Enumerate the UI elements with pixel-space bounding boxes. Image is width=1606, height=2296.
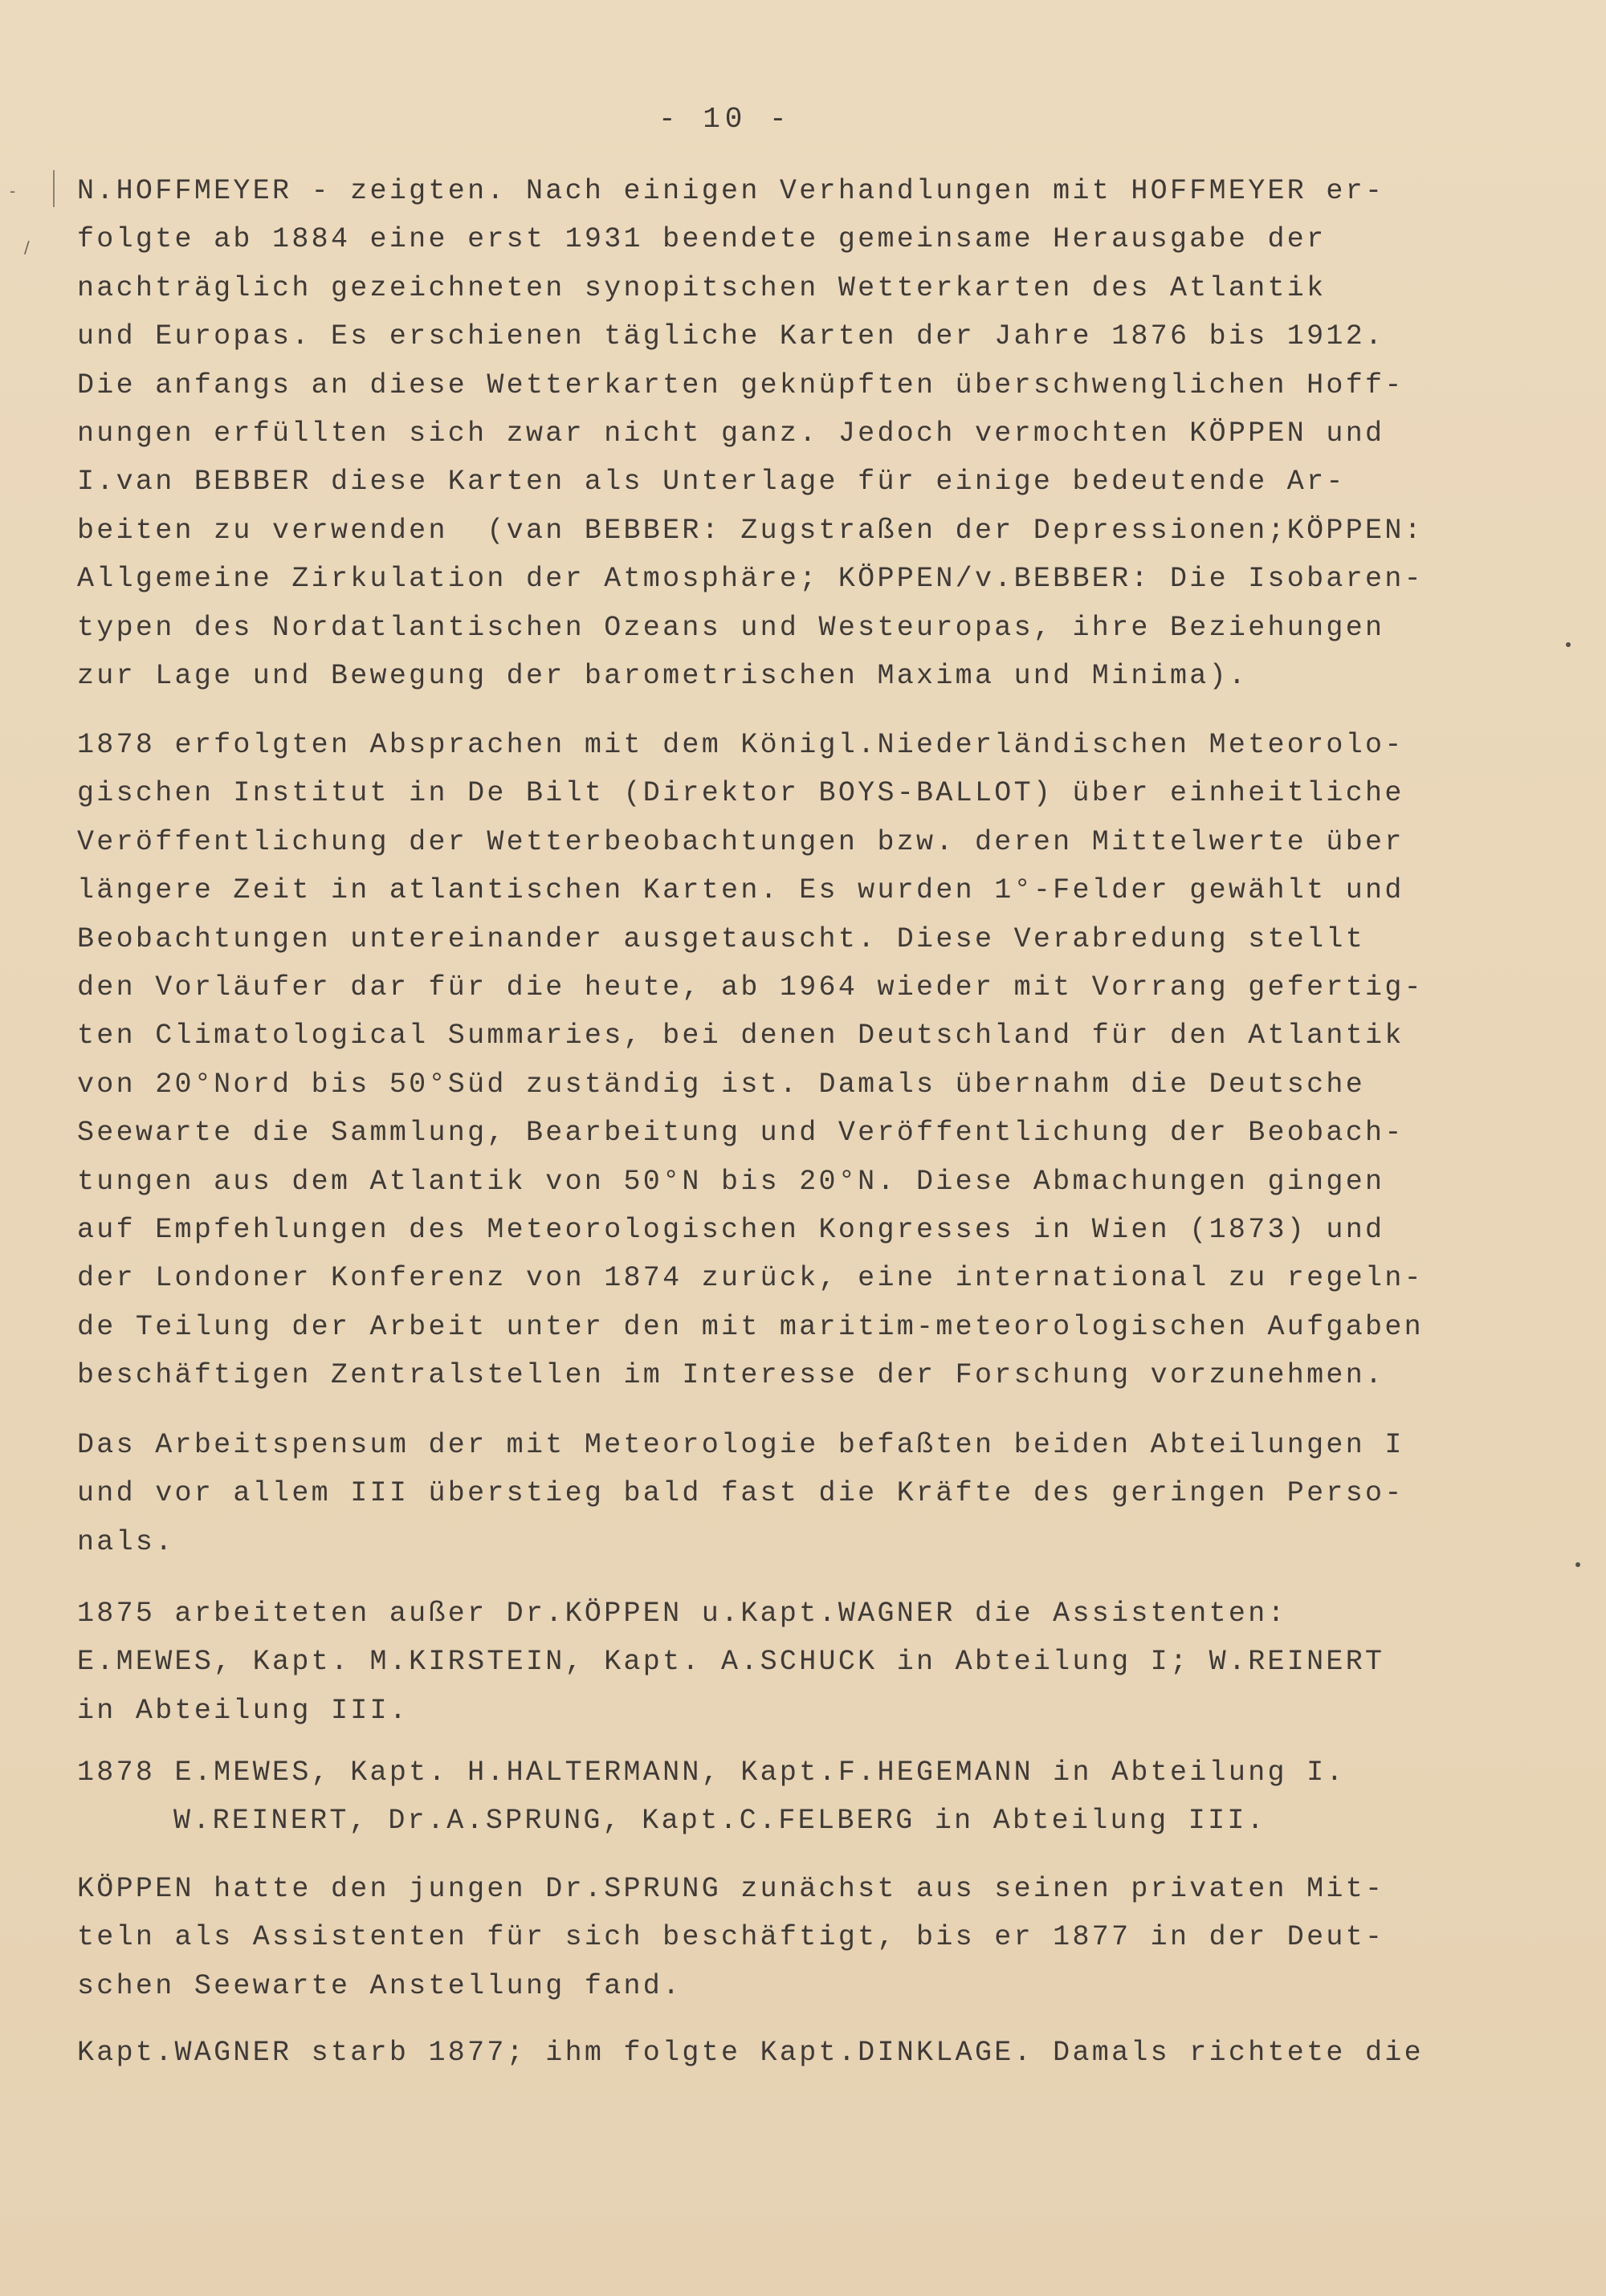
text-line: auf Empfehlungen des Meteorologischen Kongresses in Wien (1873) und <box>77 1213 1385 1246</box>
text-line: zur Lage und Bewegung der barometrischen Maxima und Minima). <box>77 659 1249 692</box>
text-line: Kapt.WAGNER starb 1877; ihm folgte Kapt.DINKLAGE. Damals richtete die <box>77 2037 1424 2069</box>
text-line: N.HOFFMEYER - zeigten. Nach einigen Verhandlungen mit HOFFMEYER er- <box>77 175 1385 207</box>
text-line: und Europas. Es erschienen tägliche Karten der Jahre 1876 bis 1912. <box>77 320 1385 353</box>
text-line: der Londoner Konferenz von 1874 zurück, eine international zu regeln- <box>77 1262 1424 1295</box>
text-line: folgte ab 1884 eine erst 1931 beendete gemeinsame Herausgabe der <box>77 223 1327 256</box>
text-line: W.REINERT, Dr.A.SPRUNG, Kapt.C.FELBERG in Abteilung III. <box>173 1805 1266 1838</box>
text-line: schen Seewarte Anstellung fand. <box>77 1969 683 2002</box>
text-line: beschäftigen Zentralstellen im Interesse der Forschung vorzunehmen. <box>77 1359 1385 1392</box>
paragraph <box>77 1590 1458 1735</box>
text-line: I.van BEBBER diese Karten als Unterlage für einige bedeutende Ar- <box>77 466 1346 499</box>
paragraph <box>77 1865 1458 2010</box>
text-line: von 20°Nord bis 50°Süd zuständig ist. Damals übernahm die Deutsche <box>77 1068 1366 1101</box>
paragraph <box>77 167 1458 700</box>
text-line: tungen aus dem Atlantik von 50°N bis 20°N. Diese Abmachungen gingen <box>77 1165 1385 1198</box>
paragraph <box>77 1421 1458 1566</box>
text-line: längere Zeit in atlantischen Karten. Es wurden 1°-Felder gewählt und <box>77 874 1404 907</box>
text-line: 1878 E.MEWES, Kapt. H.HALTERMANN, Kapt.F.HEGEMANN in Abteilung I. <box>77 1757 1346 1789</box>
text-line: nachträglich gezeichneten synopitschen Wetterkarten des Atlantik <box>77 271 1327 304</box>
text-line: nungen erfüllten sich zwar nicht ganz. Jedoch vermochten KÖPPEN und <box>77 417 1385 450</box>
text-line: 1875 arbeiteten außer Dr.KÖPPEN u.Kapt.WAGNER die Assistenten: <box>77 1598 1287 1630</box>
text-line: nals. <box>77 1525 175 1558</box>
text-line: in Abteilung III. <box>77 1694 410 1727</box>
text-line: Das Arbeitspensum der mit Meteorologie befaßten beiden Abteilungen I <box>77 1429 1404 1461</box>
text-line: typen des Nordatlantischen Ozeans und Westeuropas, ihre Beziehungen <box>77 611 1385 644</box>
margin-mark: / <box>24 238 30 257</box>
text-line: Seewarte die Sammlung, Bearbeitung und Veröffentlichung der Beobach- <box>77 1117 1404 1150</box>
edge-dot <box>1575 1562 1580 1567</box>
text-line: Allgemeine Zirkulation der Atmosphäre; KÖPPEN/v.BEBBER: Die Isobaren- <box>77 563 1424 596</box>
text-line: Veröffentlichung der Wetterbeobachtungen bzw. deren Mittelwerte über <box>77 825 1404 858</box>
text-line: KÖPPEN hatte den jungen Dr.SPRUNG zunächst aus seinen privaten Mit- <box>77 1873 1385 1905</box>
margin-line <box>53 170 55 207</box>
text-line: den Vorläufer dar für die heute, ab 1964 wieder mit Vorrang gefertig- <box>77 971 1424 1003</box>
text-line: ten Climatological Summaries, bei denen Deutschland für den Atlantik <box>77 1020 1404 1052</box>
edge-dot <box>1566 642 1571 647</box>
text-line: Die anfangs an diese Wetterkarten geknüpften überschwenglichen Hoff- <box>77 368 1404 401</box>
text-line: Beobachtungen untereinander ausgetauscht. Diese Verabredung stellt <box>77 922 1366 955</box>
paragraph <box>77 721 1458 1399</box>
text-line: und vor allem III überstieg bald fast die Kräfte des geringen Perso- <box>77 1477 1404 1510</box>
text-line: 1878 erfolgten Absprachen mit dem Königl.Niederländischen Meteorolo- <box>77 729 1404 761</box>
text-line: gischen Institut in De Bilt (Direktor BOYS-BALLOT) über einheitliche <box>77 777 1404 810</box>
text-line: beiten zu verwenden (van BEBBER: Zugstraßen der Depressionen;KÖPPEN: <box>77 514 1424 547</box>
paragraph <box>77 1748 1458 1846</box>
text-line: E.MEWES, Kapt. M.KIRSTEIN, Kapt. A.SCHUCK in Abteilung I; W.REINERT <box>77 1646 1385 1679</box>
paragraph <box>77 2029 1458 2077</box>
text-line: teln als Assistenten für sich beschäftigt, bis er 1877 in der Deut- <box>77 1921 1385 1954</box>
text-line: de Teilung der Arbeit unter den mit maritim-meteorologischen Aufgaben <box>77 1310 1424 1343</box>
page-number: - 10 - <box>658 103 792 136</box>
margin-mark: - <box>10 181 16 201</box>
